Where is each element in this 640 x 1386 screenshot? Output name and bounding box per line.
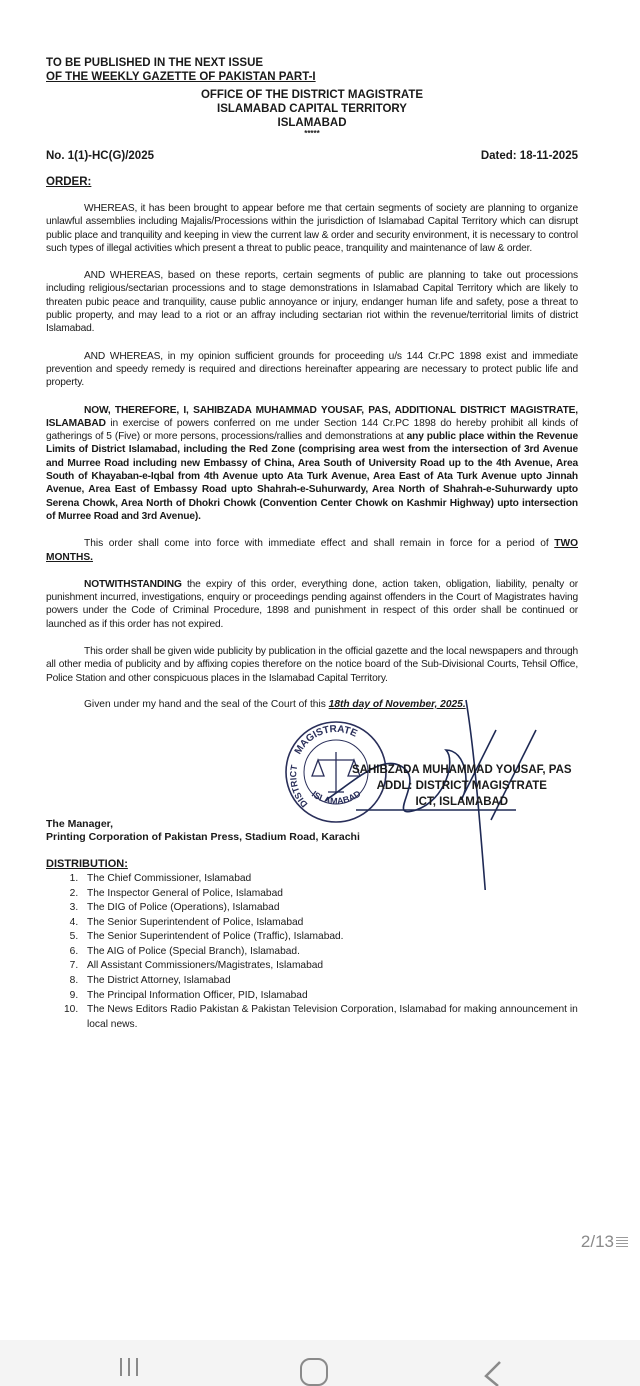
seal-top-text: MAGISTRATE [292, 723, 359, 757]
paragraph-now-therefore [46, 404, 578, 524]
system-navigation-bar [0, 1340, 640, 1386]
given-text: Given under my hand and the seal of the Court of this [84, 698, 329, 710]
back-icon[interactable] [480, 1358, 504, 1386]
paragraph-publicity: This order shall be given wide publicity by publication in the official gazette and the local newspapers and through all other media of publicity and by affixing copies therefore on the notice board of the Sub-Divisional Courts, Tehsil Office, Police Station and other conspicuous places in the Islamabad Capital Territory. [46, 646, 578, 684]
order-issuer: NOW, THEREFORE, I, SAHIBZADA MUHAMMAD YOUSAF, PAS, ADDITIONAL DISTRICT MAGISTRATE, ISLAMABAD [46, 404, 578, 429]
recent-apps-icon[interactable] [120, 1358, 138, 1376]
order-area: any public place within the Revenue Limits of District Islamabad, including the Red Zone (comprising area west from the intersection of 3rd Avenue and Murree Road including new Embassy of China, Area South of University Road up to the 4th Avenue, Area South of Khayaban-e-Iqbal from 4th Avenue upto Ata Turk Avenue, Area East of Ata Turk Avenue upto Jinnah Avenue, Area East of Embassy Road upto Shahrah-e-Suhurwardy, Area North of Shahrah-e-Suhurwardy upto Serena Chowk, Area North of Dhokri Chowk (Convention Center Chowk on Kashmir Highway) upto intersection of Murree Road and 3rd Avenue). [46, 431, 578, 522]
notwithstanding-text: the expiry of this order, everything done, action taken, obligation, liability, penalty or punishment incurred, investigations, enquiry or proceedings pending against offenders in the Court of Magistrates having powers under the Code of Criminal Procedure, 1898 and punishment in respect of this order shall be continued or launched as if this order has not expired. [46, 578, 578, 630]
reference-line [46, 150, 578, 162]
distribution-list [46, 872, 578, 1033]
distribution-heading: DISTRIBUTION: [46, 857, 128, 870]
home-icon[interactable] [300, 1358, 328, 1386]
separator-stars: ***** [304, 129, 320, 138]
period-text: This order shall come into force with immediate effect and shall remain in force for a period of [84, 538, 555, 550]
gazette-header [46, 56, 578, 84]
gazette-line-2: OF THE WEEKLY GAZETTE OF PAKISTAN PART-I [46, 71, 316, 83]
list-item: 10. The News Editors Radio Pakistan & Pakistan Television Corporation, Islamabad for making announcement in local news. [81, 1003, 578, 1032]
order-heading: ORDER: [46, 176, 92, 188]
seal-bottom-text: ISLAMABAD [309, 788, 363, 807]
paragraph-period [46, 537, 578, 564]
office-line-1: OFFICE OF THE DISTRICT MAGISTRATE [200, 89, 424, 101]
paragraph-notwithstanding [46, 578, 578, 631]
list-item: 6. The AIG of Police (Special Branch), Islamabad. [81, 945, 578, 960]
office-line-2: ISLAMABAD CAPITAL TERRITORY [217, 103, 407, 115]
gazette-line-1: TO BE PUBLISHED IN THE NEXT ISSUE [46, 57, 264, 69]
signatory-title: ADDL: DISTRICT MAGISTRATE [376, 779, 547, 792]
office-title [46, 88, 578, 130]
list-item: 4. The Senior Superintendent of Police, Islamabad [81, 916, 578, 931]
signatory-name: SAHIBZADA MUHAMMAD YOUSAF, PAS [352, 763, 572, 776]
addressee-line-2: Printing Corporation of Pakistan Press, Stadium Road, Karachi [46, 830, 360, 843]
order-date: Dated: 18-11-2025 [480, 150, 578, 162]
list-item: 2. The Inspector General of Police, Islamabad [81, 887, 578, 902]
page-indicator-text: 2/13 [580, 1232, 614, 1251]
office-line-3: ISLAMABAD [277, 117, 347, 129]
list-item: 9. The Principal Information Officer, PID, Islamabad [81, 989, 578, 1004]
seal-left-text: DISTRICT [288, 763, 310, 810]
paragraph-whereas-2: AND WHEREAS, based on these reports, certain segments of public are planning to take out processions including religious/sectarian processions and to stage demonstrations in Islamabad Capital Territory which are likely to threaten pubic peace and tranquility, cause public annoyance or injury, endanger human life and safety, pose a threat to public property, and may lead to a riot or an affray including sectarian riot within the revenue/territorial limits of district Islamabad. [46, 270, 578, 335]
order-prohibition: in exercise of powers conferred on me under Section 144 Cr.PC 1898 do hereby prohibit all kinds of gatherings of 5 (Five) or more persons, processions/rallies and demonstrations at [46, 417, 578, 443]
paragraph-whereas-1: WHEREAS, it has been brought to appear before me that certain segments of society are planning to organize unlawful assemblies including Majalis/Processions within the jurisdiction of Islamabad Capital Territory which can disrupt public place and tranquility and keeping in view the current law & order and security environment, it is necessary to control such types of illegal activities which present a threat to public peace, tranquility and maintenance of law & order. [46, 203, 578, 254]
period-duration: TWO MONTHS. [46, 538, 578, 563]
signature-block [46, 710, 578, 818]
signatory-office: ICT, ISLAMABAD [415, 795, 509, 808]
signatory [352, 762, 572, 810]
given-date: 18th day of November, 2025. [328, 698, 466, 710]
list-item: 5. The Senior Superintendent of Police (Traffic), Islamabad. [81, 930, 578, 945]
reference-number: No. 1(1)-HC(G)/2025 [46, 150, 154, 162]
list-item: 3. The DIG of Police (Operations), Islamabad [81, 901, 578, 916]
page-indicator[interactable] [581, 1232, 628, 1252]
list-item: 1. The Chief Commissioner, Islamabad [81, 872, 578, 887]
addressee-line-1: The Manager, [46, 817, 114, 830]
list-item: 7. All Assistant Commissioners/Magistrates, Islamabad [81, 959, 578, 974]
paragraph-whereas-3: AND WHEREAS, in my opinion sufficient grounds for proceeding u/s 144 Cr.PC 1898 exist and immediate prevention and speedy remedy is required and directions hereinafter appearing are necessary to protect public life and property. [46, 350, 578, 389]
page-grip-icon [616, 1237, 628, 1247]
notwithstanding-label: NOTWITHSTANDING [84, 578, 182, 590]
list-item: 8. The District Attorney, Islamabad [81, 974, 578, 989]
